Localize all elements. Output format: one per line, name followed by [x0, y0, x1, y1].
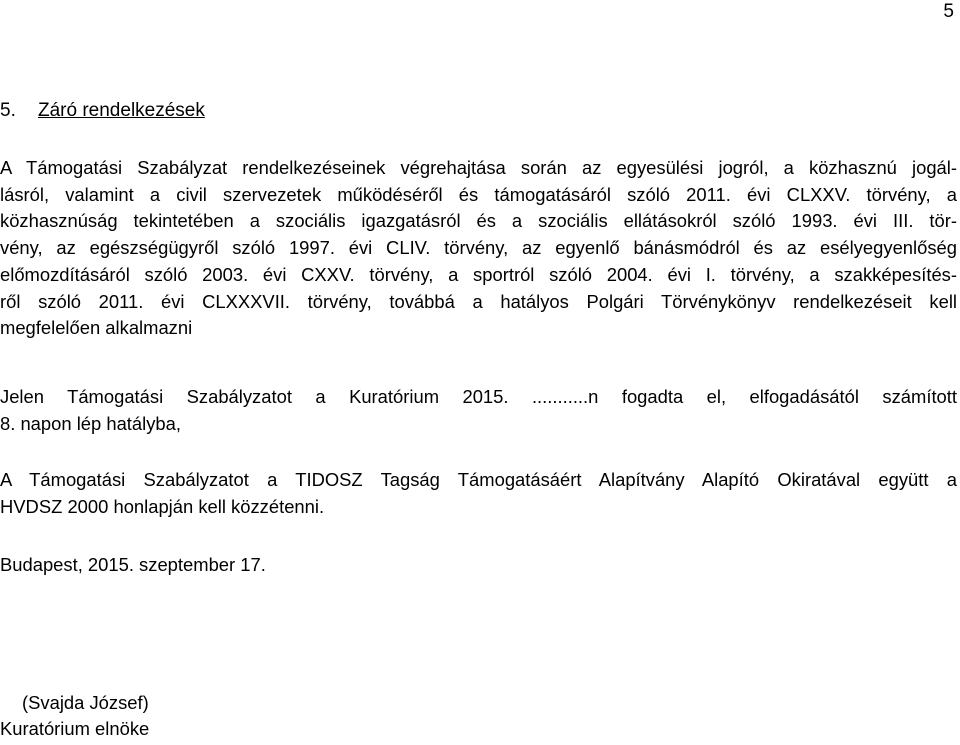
paragraph-line: ről szóló 2011. évi CLXXXVII. törvény, továbbá a hatályos Polgári Törvénykönyv rendelkezéseit kell: [0, 290, 957, 312]
section-heading: [0, 98, 205, 124]
paragraph-line: HVDSZ 2000 honlapján kell közzétenni.: [0, 495, 325, 517]
paragraph-line: A Támogatási Szabályzatot a TIDOSZ Tagság Támogatásáért Alapítvány Alapító Okiratával együtt a: [0, 469, 957, 490]
paragraph-line: előmozdításáról szóló 2003. évi CXXV. törvény, a sportról szóló 2004. évi I. törvény, a szakképesítés-: [0, 263, 957, 285]
paragraph-line: A Támogatási Szabályzat rendelkezéseinek végrehajtása során az egyesülési jogról, a közhasznú jogál-: [0, 157, 957, 178]
paragraph-effective-date: [0, 384, 957, 437]
page-number: 5: [943, 1, 954, 22]
paragraph-line: közhasznúság tekintetében a szociális igazgatásról és a szociális ellátásokról szóló 1993. évi III. tör-: [0, 210, 957, 232]
signatory-name: (Svajda József): [22, 692, 149, 713]
section-title: Záró rendelkezések: [38, 100, 205, 121]
paragraph-legal-references: [0, 155, 957, 342]
place-and-date: [0, 552, 957, 579]
signatory-role: Kuratórium elnöke: [0, 718, 150, 739]
paragraph-line: vény, az egészségügyről szóló 1997. évi CLIV. törvény, az egyenlő bánásmódról és az esélyegyenlőség: [0, 237, 957, 259]
paragraph-line: lásról, valamint a civil szervezetek működéséről és támogatásáról szóló 2011. évi CLXXV. törvény, a: [0, 183, 957, 205]
signature-block: [0, 690, 149, 742]
paragraph-line: 8. napon lép hatályba,: [0, 412, 181, 434]
paragraph-publication: [0, 467, 957, 520]
paragraph-line: Jelen Támogatási Szabályzatot a Kuratórium 2015. ...........n fogadta el, elfogadásától számított: [0, 386, 957, 407]
paragraph-line: megfelelően alkalmazni: [0, 317, 193, 339]
section-number: 5.: [0, 100, 16, 121]
place-date-text: Budapest, 2015. szeptember 17.: [0, 554, 266, 575]
